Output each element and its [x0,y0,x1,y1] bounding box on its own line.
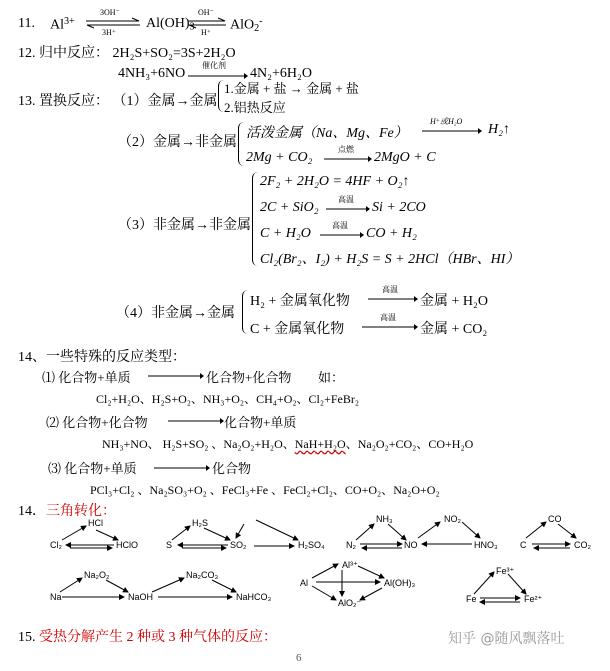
type2-right: 化合物+单质 [224,415,297,430]
node-s: S [166,540,173,550]
item-11 [18,16,35,32]
node-nh3: NH₃ [376,514,393,524]
catalyst-arrow: 催化剂 [186,60,248,84]
type3-right: 化合物 [212,461,252,476]
node-no2: NO₂ [444,514,461,524]
case2-b: 2Mg + CO₂ [246,150,313,165]
case3-c-product: CO + H₂ [366,226,417,241]
type1-label: ⑴ 化合物+单质 [42,370,131,385]
case3-label: （3）非金属→非金属 [118,218,251,233]
double-arrow-1: 3OH⁻ 3H⁺ [84,8,142,38]
item-14: 14、一些特殊的反应类型： [18,350,186,365]
node-cl2: Cl₂ [50,540,62,550]
arrow-icon [148,370,204,380]
node-co2: CO₂ [574,540,591,550]
type1-eg: 如： [318,370,345,385]
node-fe3: Fe³⁺ [496,566,515,576]
node-n2: N₂ [346,540,356,550]
arrow-high-temp: 高温 [360,312,418,336]
eq-n2-h2o: 4N₂+6H₂O [250,66,312,81]
type1-list: Cl₂+H₂O、H₂S+O₂、NH₃+O₂、CH₄+O₂、Cl₂+FeBr₂ [96,392,360,406]
node-no: NO [404,540,418,550]
al3-ion: $Al^{3+}$ [50,16,75,33]
node-aloh3: Al(OH)₃ [384,578,416,588]
node-na: Na [50,592,62,602]
case4-label: （4）非金属→金属 [116,306,235,321]
node-h2s: H₂S [192,518,208,528]
node-na2co3: Na₂CO₃ [186,570,219,580]
arrow-high-temp: 高温 [318,220,364,244]
item-13: 13. 置换反应： （1）金属→金属 [18,94,218,109]
arrow-high-temp: 高温 [324,194,370,218]
case3-b: 2C + SiO₂ [260,200,319,215]
node-so2: SO₂ [230,540,247,550]
node-hno3: HNO₃ [474,540,498,550]
node-na2o2: Na₂O₂ [84,570,110,580]
case1-a: 1.金属 + 盐 → 金属 + 盐 [224,81,359,96]
arrow-high-temp: 高温 [366,284,418,308]
case2-b-product: 2MgO + C [374,150,436,165]
arrow-icon [168,415,224,425]
double-arrow-2: OH⁻ H⁺ [186,8,228,38]
brace [238,122,245,166]
item-14b: 14．三角转化： [18,504,116,519]
node-h2so4: H₂SO₄ [298,540,325,550]
arrow-icon [154,462,210,472]
case4-a: H₂ + 金属氧化物 [250,294,350,309]
node-alo2: AlO₂⁻ [338,598,362,608]
node-hcl: HCl [88,518,103,528]
aloh3: $Al(OH)_3$ [146,16,195,33]
node-co: CO [548,514,562,524]
eq-nh3-no: 4NH₃+6NO [118,66,186,81]
node-al: Al [300,578,309,588]
item-number: 11. [18,16,35,31]
case3-a: 2F₂ + 2H₂O = 4HF + O₂↑ [260,174,410,189]
case3-b-product: Si + 2CO [372,200,426,215]
node-hclo: HClO [116,540,138,550]
case4-a-product: 金属 + H₂O [420,294,488,309]
case3-d: Cl₂(Br₂、I₂) + H₂S = S + 2HCl（HBr、HI） [260,252,520,267]
case2-a-product: H₂↑ [488,122,510,137]
case2-a: 活泼金属（Na、Mg、Fe） [246,126,408,141]
node-al3: Al³⁺ [342,560,358,570]
brace [242,290,249,334]
node-fe: Fe [466,594,477,604]
brace [252,172,259,266]
page-number: 6 [296,652,302,664]
case1-b: 2.铝热反应 [224,100,286,115]
node-nahco3: NaHCO₃ [236,592,272,602]
watermark: 知乎 @随风飘落吐 [448,631,565,647]
item-12: 12. 归中反应： 2H₂S+SO₂=3S+2H₂O [18,46,236,61]
case4-b-product: 金属 + CO₂ [420,322,488,337]
type2-list: NH₃+NO、 H₂S+SO₂ 、Na₂O₂+H₂O、NaH+H₂O、Na₂O₂+CO₂、CO+H₂O [102,437,474,451]
arrow-ignite: 点燃 [322,144,372,168]
case4-b: C + 金属氧化物 [250,322,345,337]
type3-label: ⑶ 化合物+单质 [48,461,137,476]
triangle-diagrams [0,508,610,638]
item-15: 15. 受热分解产生 2 种或 3 种气体的反应： [18,630,277,645]
type3-list: PCl₃+Cl₂ 、Na₂SO₃+O₂ 、FeCl₃+Fe 、FeCl₂+Cl₂、CO+O₂、Na₂O+O₂ [90,483,440,497]
case3-c: C + H₂O [260,226,311,241]
case2-label: （2）金属→非金属 [118,135,237,150]
type2-label: ⑵ 化合物+化合物 [46,415,148,430]
type1-right: 化合物+化合物 [206,370,292,385]
node-naoh: NaOH [128,592,154,602]
alo2: AlO$_2$- [230,16,263,35]
node-fe2: Fe²⁺ [524,594,543,604]
arrow-h-or-h2o: H⁺或H₂O [420,116,482,140]
node-c: C [520,540,527,550]
